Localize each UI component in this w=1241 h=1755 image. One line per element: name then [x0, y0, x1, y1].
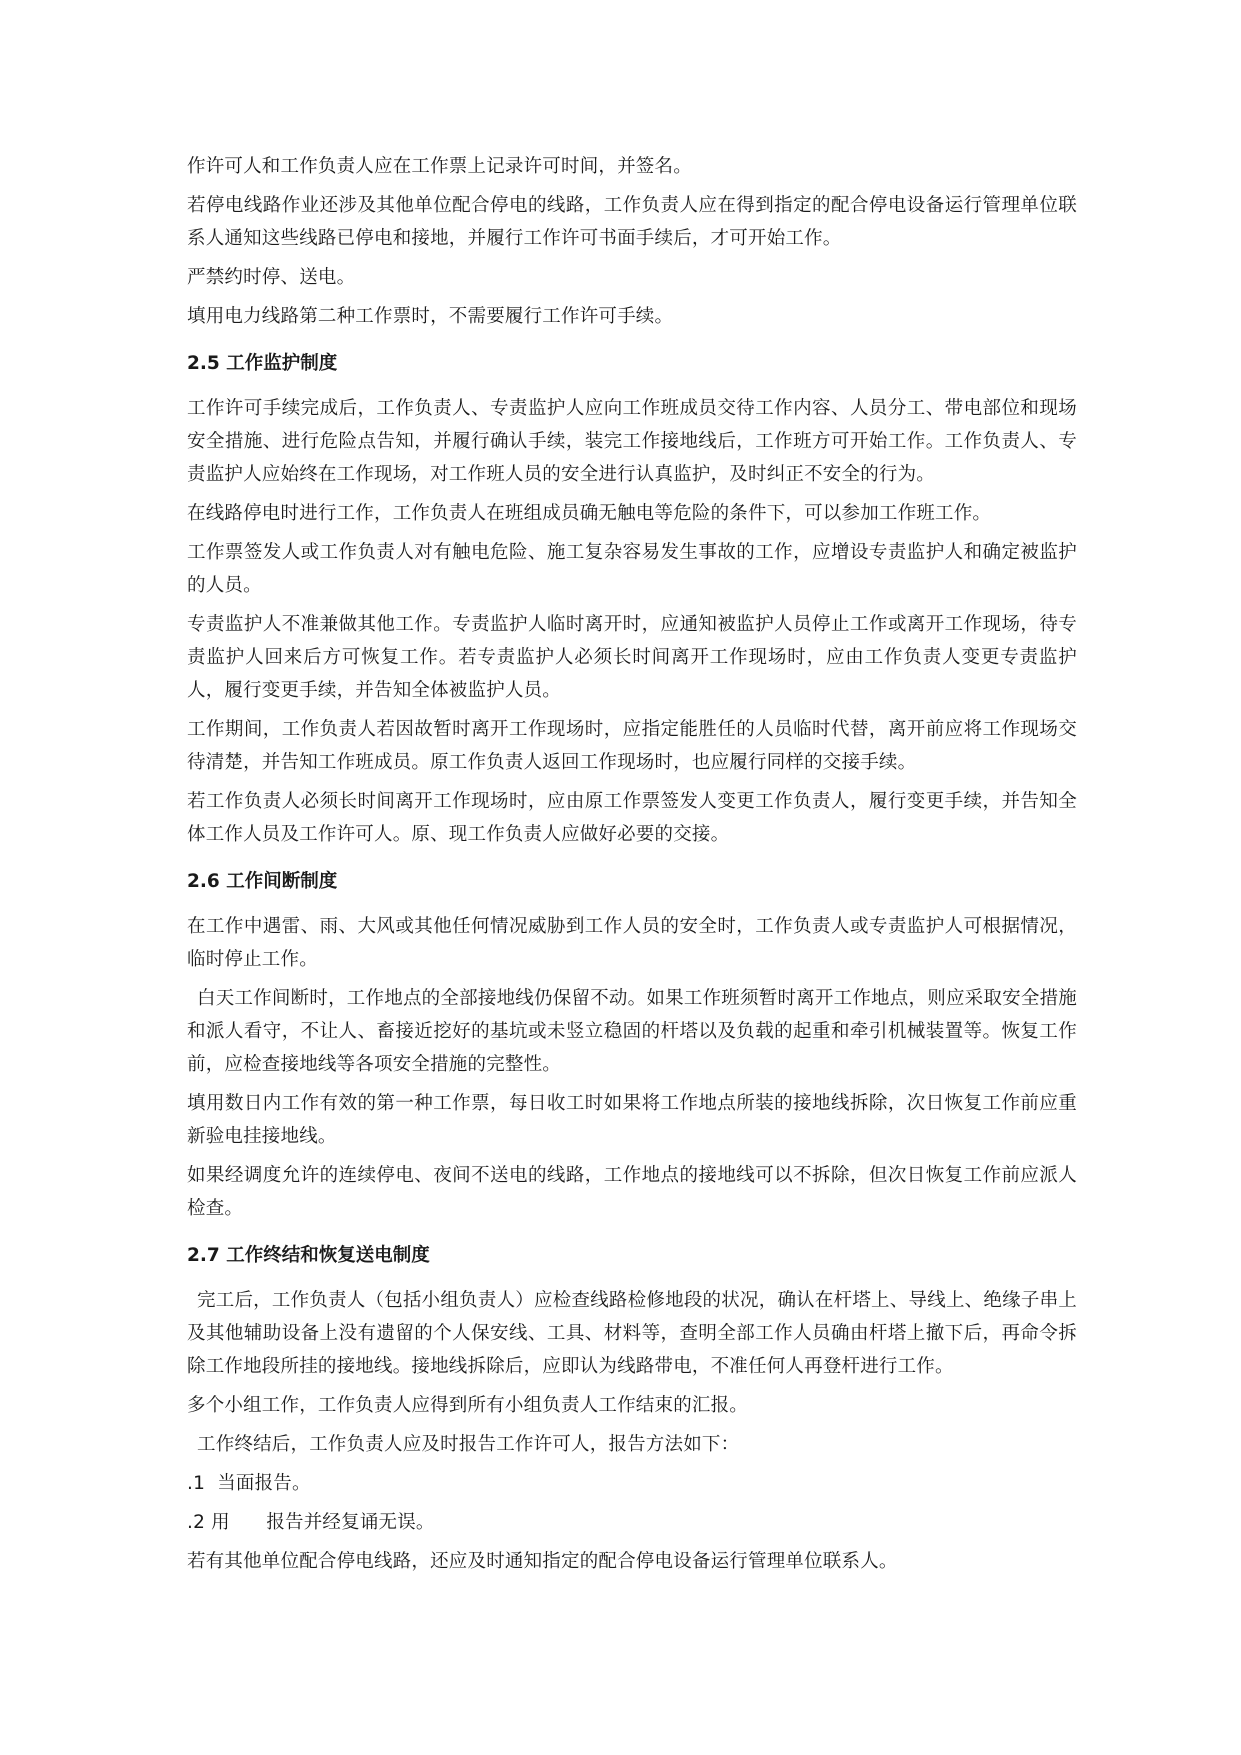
paragraph-3: 严禁约时停、送电。	[187, 267, 356, 288]
document-page	[187, 150, 1077, 1578]
paragraph-5: 工作许可手续完成后，工作负责人、专责监护人应向工作班成员交待工作内容、人员分工、带电部位和现场安全措施、进行危险点告知，并履行确认手续，装完工作接地线后，工作班方可开始工作。工作负责人、专责监护人应始终在工作现场，对工作班人员的安全进行认真监护，及时纠正不安全的行为。	[187, 398, 1077, 485]
paragraph-1: 作许可人和工作负责人应在工作票上记录许可时间，并签名。	[187, 156, 692, 177]
paragraph-18: 若有其他单位配合停电线路，还应及时通知指定的配合停电设备运行管理单位联系人。	[187, 1551, 898, 1572]
section-heading-2-5: 2.5 工作监护制度	[187, 353, 338, 374]
paragraph-17: 工作终结后，工作负责人应及时报告工作许可人，报告方法如下：	[197, 1434, 740, 1455]
paragraph-7: 工作票签发人或工作负责人对有触电危险、施工复杂容易发生事故的工作，应增设专责监护人和确定被监护的人员。	[187, 542, 1077, 596]
list-item-2: .2 用 报告并经复诵无误。	[187, 1512, 435, 1533]
paragraph-14: 如果经调度允许的连续停电、夜间不送电的线路，工作地点的接地线可以不拆除，但次日恢复工作前应派人检查。	[187, 1165, 1077, 1219]
paragraph-8: 专责监护人不准兼做其他工作。专责监护人临时离开时，应通知被监护人员停止工作或离开工作现场，待专责监护人回来后方可恢复工作。若专责监护人必须长时间离开工作现场时，应由工作负责人变更专责监护人，履行变更手续，并告知全体被监护人员。	[187, 614, 1077, 701]
paragraph-4: 填用电力线路第二种工作票时，不需要履行工作许可手续。	[187, 306, 674, 327]
paragraph-16: 多个小组工作，工作负责人应得到所有小组负责人工作结束的汇报。	[187, 1395, 749, 1416]
paragraph-9: 工作期间，工作负责人若因故暂时离开工作现场时，应指定能胜任的人员临时代替，离开前应将工作现场交待清楚，并告知工作班成员。原工作负责人返回工作现场时，也应履行同样的交接手续。	[187, 719, 1077, 773]
list-item-1: .1 当面报告。	[187, 1473, 311, 1494]
paragraph-2: 若停电线路作业还涉及其他单位配合停电的线路，工作负责人应在得到指定的配合停电设备运行管理单位联系人通知这些线路已停电和接地，并履行工作许可书面手续后，才可开始工作。	[187, 195, 1077, 249]
paragraph-10: 若工作负责人必须长时间离开工作现场时，应由原工作票签发人变更工作负责人，履行变更手续，并告知全体工作人员及工作许可人。原、现工作负责人应做好必要的交接。	[187, 791, 1077, 845]
section-heading-2-7: 2.7 工作终结和恢复送电制度	[187, 1245, 430, 1266]
paragraph-13: 填用数日内工作有效的第一种工作票，每日收工时如果将工作地点所装的接地线拆除，次日恢复工作前应重新验电挂接地线。	[187, 1093, 1077, 1147]
paragraph-12: 白天工作间断时，工作地点的全部接地线仍保留不动。如果工作班须暂时离开工作地点，则应采取安全措施和派人看守，不让人、畜接近挖好的基坑或未竖立稳固的杆塔以及负载的起重和牵引机械装置等。恢复工作前，应检查接地线等各项安全措施的完整性。	[187, 988, 1077, 1075]
paragraph-15: 完工后，工作负责人（包括小组负责人）应检查线路检修地段的状况，确认在杆塔上、导线上、绝缘子串上及其他辅助设备上没有遗留的个人保安线、工具、材料等，查明全部工作人员确由杆塔上撤下后，再命令拆除工作地段所挂的接地线。接地线拆除后，应即认为线路带电，不准任何人再登杆进行工作。	[187, 1290, 1077, 1377]
section-heading-2-6: 2.6 工作间断制度	[187, 871, 338, 892]
paragraph-6: 在线路停电时进行工作，工作负责人在班组成员确无触电等危险的条件下，可以参加工作班工作。	[187, 503, 992, 524]
paragraph-11: 在工作中遇雷、雨、大风或其他任何情况威胁到工作人员的安全时，工作负责人或专责监护人可根据情况，临时停止工作。	[187, 916, 1077, 970]
